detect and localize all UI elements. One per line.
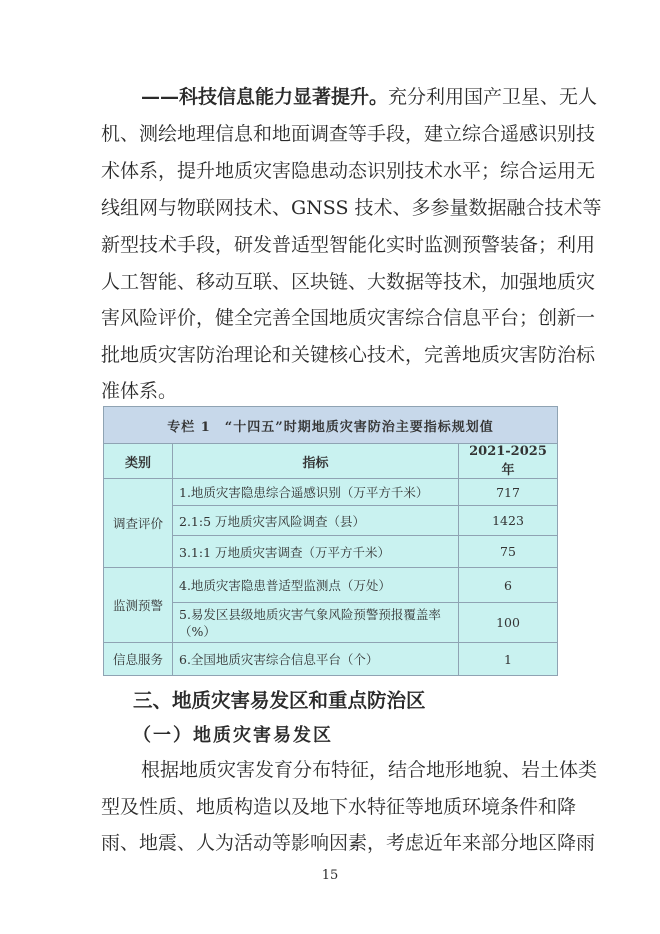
value-cell: 1 <box>459 643 558 676</box>
value-cell: 100 <box>459 603 558 643</box>
category-cell: 监测预警 <box>104 568 173 643</box>
value-cell: 1423 <box>459 506 558 536</box>
category-cell: 信息服务 <box>104 643 173 676</box>
table-row <box>104 536 558 568</box>
paragraph-line: 术体系，提升地质灾害隐患动态识别技术水平；综合运用无 <box>101 160 596 182</box>
category-cell: 调查评价 <box>104 479 173 568</box>
table-row <box>104 506 558 536</box>
indicator-cell: 6.全国地质灾害综合信息平台（个） <box>173 643 459 676</box>
paragraph-line: 批地质灾害防治理论和关键核心技术，完善地质灾害防治标 <box>101 344 596 366</box>
table-title: 专栏 1 “十四五”时期地质灾害防治主要指标规划值 <box>104 407 558 444</box>
page-number: 15 <box>321 868 339 883</box>
subsection-heading: （一）地质灾害易发区 <box>133 725 333 746</box>
table-row <box>104 479 558 506</box>
paragraph-lead: ——科技信息能力显著提升。 <box>141 86 389 108</box>
paragraph-line: 线组网与物联网技术、GNSS 技术、多参量数据融合技术等 <box>101 197 602 219</box>
paragraph-line: 型及性质、地质构造以及地下水特征等地质环境条件和降 <box>101 796 577 818</box>
paragraph-line: 雨、地震、人为活动等影响因素，考虑近年来部分地区降雨 <box>101 832 596 854</box>
header-value: 2021-2025 年 <box>459 444 558 479</box>
header-category: 类别 <box>104 444 173 479</box>
indicator-cell: 2.1:5 万地质灾害风险调查（县） <box>173 506 459 536</box>
indicator-cell: 3.1:1 万地质灾害调查（万平方千米） <box>173 536 459 568</box>
paragraph-line: 机、测绘地理信息和地面调查等手段，建立综合遥感识别技 <box>101 123 596 145</box>
paragraph-line: 根据地质灾害发育分布特征，结合地形地貌、岩土体类 <box>141 759 598 781</box>
table-row <box>104 603 558 643</box>
header-indicator: 指标 <box>173 444 459 479</box>
table-row <box>104 643 558 676</box>
value-cell: 6 <box>459 568 558 603</box>
indicator-table <box>103 406 558 676</box>
section-heading: 三、地质灾害易发区和重点防治区 <box>133 689 426 712</box>
paragraph-line: 人工智能、移动互联、区块链、大数据等技术，加强地质灾 <box>101 271 596 293</box>
line-text: 充分利用国产卫星、无人 <box>388 86 598 108</box>
indicator-cell: 5.易发区县级地质灾害气象风险预警预报覆盖率（%） <box>173 603 459 643</box>
paragraph-line: 准体系。 <box>101 380 178 402</box>
value-cell: 717 <box>459 479 558 506</box>
table-row <box>104 568 558 603</box>
paragraph-line: 害风险评价，健全完善全国地质灾害综合信息平台；创新一 <box>101 307 596 329</box>
paragraph-line: 新型技术手段，研发普适型智能化实时监测预警装备；利用 <box>101 234 596 256</box>
value-cell: 75 <box>459 536 558 568</box>
paragraph-line <box>141 85 598 109</box>
indicator-cell: 1.地质灾害隐患综合遥感识别（万平方千米） <box>173 479 459 506</box>
indicator-cell: 4.地质灾害隐患普适型监测点（万处） <box>173 568 459 603</box>
